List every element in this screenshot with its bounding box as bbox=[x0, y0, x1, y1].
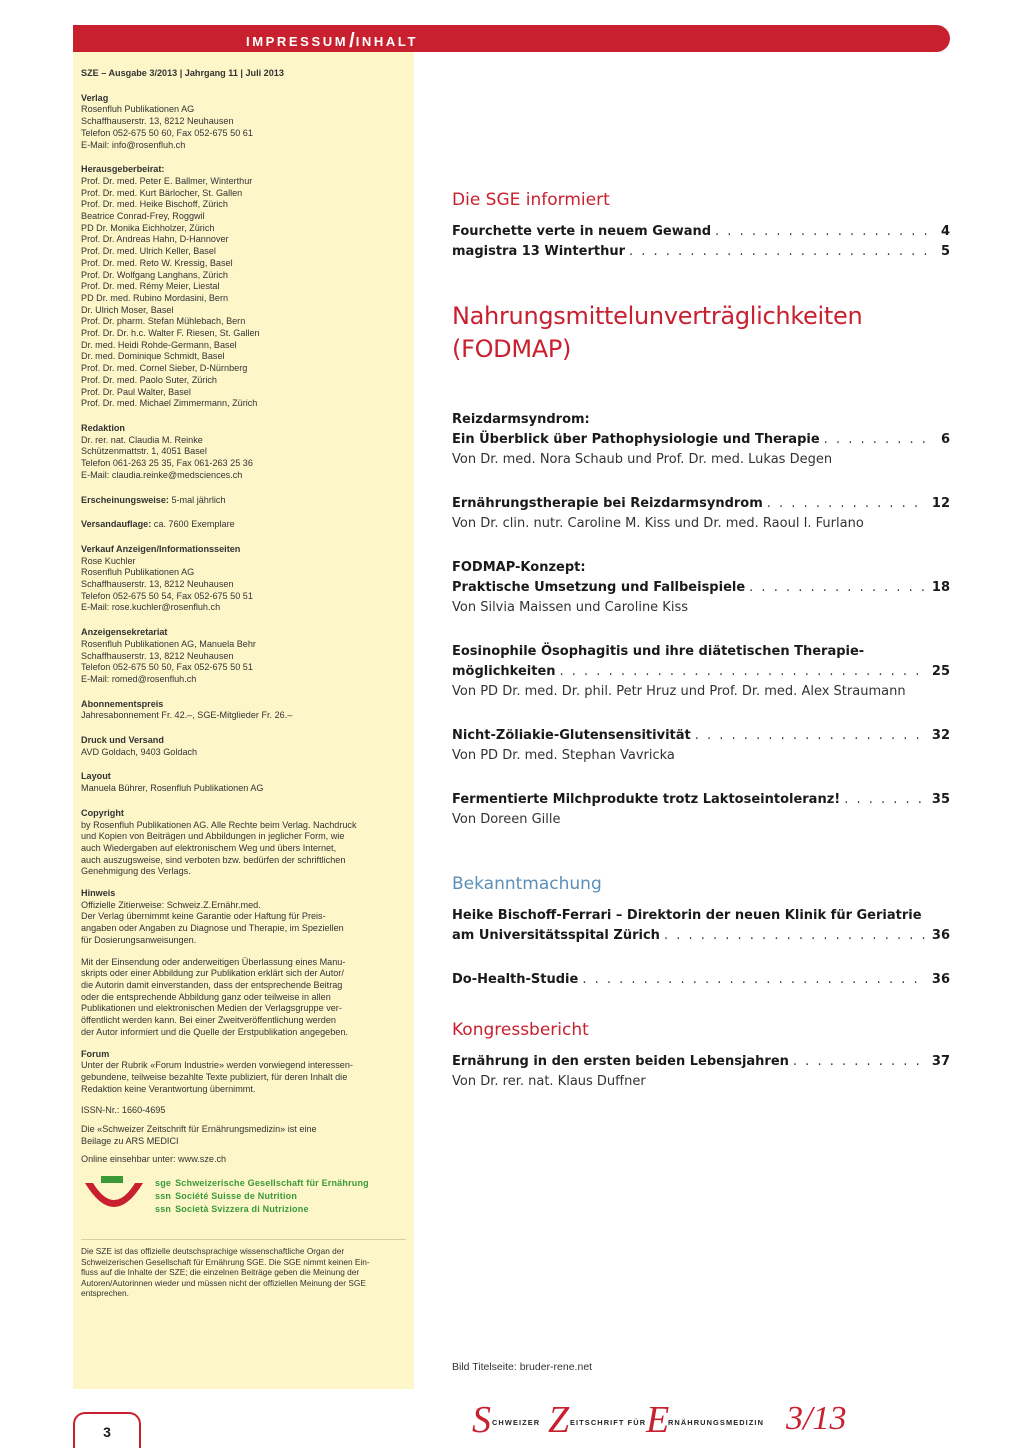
text-line: Beilage zu ARS MEDICI bbox=[81, 1135, 179, 1146]
toc-title: Fermentierte Milchprodukte trotz Laktoseintoleranz! bbox=[452, 792, 841, 807]
mast-letter-s: S bbox=[472, 1399, 491, 1441]
dot-leader bbox=[844, 790, 926, 810]
erscheinung-heading: Erscheinungsweise: bbox=[81, 494, 169, 505]
hinweis-list bbox=[81, 900, 406, 947]
text-line: Prof. Dr. med. Ulrich Keller, Basel bbox=[81, 246, 216, 257]
toc-pretitle: Eosinophile Ösophagitis und ihre diätetischen Therapie- bbox=[452, 644, 865, 659]
forum-list bbox=[81, 1060, 406, 1095]
table-of-contents bbox=[452, 190, 950, 1092]
text-line: Rosenfluh Publikationen AG bbox=[81, 567, 195, 578]
druck-block bbox=[81, 735, 406, 758]
toc-pretitle: Reizdarmsyndrom: bbox=[452, 412, 590, 427]
logo-abbr: ssn bbox=[155, 1191, 172, 1202]
toc-entry[interactable] bbox=[452, 494, 950, 534]
toc-author: Von Dr. clin. nutr. Caroline M. Kiss und Dr. med. Raoul I. Furlano bbox=[452, 516, 864, 531]
erscheinung-block bbox=[81, 495, 406, 507]
toc-title: magistra 13 Winterthur bbox=[452, 244, 625, 259]
erscheinung-value: 5-mal jährlich bbox=[168, 494, 226, 505]
toc-title: am Universitätsspital Zürich bbox=[452, 928, 660, 943]
verlag-line: Schaffhauserstr. 13, 8212 Neuhausen bbox=[81, 116, 234, 127]
impressum-panel bbox=[73, 52, 414, 1389]
text-line: Die SZE ist das offizielle deutschsprachige wissenschaftliche Organ der bbox=[81, 1246, 345, 1257]
redaktion-heading: Redaktion bbox=[81, 422, 125, 433]
header-right: INHALT bbox=[355, 34, 418, 49]
focus-heading-line1: Nahrungsmittelunverträglichkeiten bbox=[452, 302, 863, 330]
anzeigen-block bbox=[81, 627, 406, 686]
verkauf-list bbox=[81, 556, 406, 615]
versand-heading: Versandauflage: bbox=[81, 519, 152, 530]
copyright-block bbox=[81, 808, 406, 878]
text-line: Beatrice Conrad-Frey, Roggwil bbox=[81, 211, 205, 222]
text-line: der Autor informiert und die Quelle der Erstpublikation angegeben. bbox=[81, 1026, 348, 1037]
beirat-list bbox=[81, 176, 406, 410]
mast-word-1: CHWEIZER bbox=[492, 1418, 541, 1427]
toc-pretitle: FODMAP-Konzept: bbox=[452, 560, 586, 575]
einsendung-list bbox=[81, 957, 406, 1039]
toc-page: 12 bbox=[931, 496, 950, 511]
toc-page: 25 bbox=[931, 664, 950, 679]
focus-heading-line2: (FODMAP) bbox=[452, 335, 572, 363]
focus-heading bbox=[452, 300, 950, 366]
dot-leader bbox=[582, 970, 926, 990]
text-line: Dr. Ulrich Moser, Basel bbox=[81, 304, 174, 315]
beirat-block bbox=[81, 164, 406, 410]
toc-title: möglichkeiten bbox=[452, 664, 556, 679]
logo-line bbox=[155, 1190, 369, 1203]
text-line: fluss auf die Inhalte der SZE; die einzelnen Beiträge geben die Meinung der bbox=[81, 1267, 360, 1278]
text-line: E-Mail: rose.kuchler@rosenfluh.ch bbox=[81, 602, 221, 613]
verlag-block bbox=[81, 93, 406, 152]
text-line: Jahresabonnement Fr. 42.–, SGE-Mitglieder Fr. 26.– bbox=[81, 710, 293, 721]
text-line: Telefon 061-263 25 35, Fax 061-263 25 36 bbox=[81, 458, 253, 469]
text-line: Rosenfluh Publikationen AG, Manuela Behr bbox=[81, 638, 256, 649]
text-line: Schaffhauserstr. 13, 8212 Neuhausen bbox=[81, 650, 234, 661]
verlag-line: E-Mail: info@rosenfluh.ch bbox=[81, 139, 186, 150]
text-line: by Rosenfluh Publikationen AG. Alle Rechte beim Verlag. Nachdruck bbox=[81, 819, 357, 830]
druck-heading: Druck und Versand bbox=[81, 735, 164, 746]
dot-leader bbox=[824, 430, 935, 450]
toc-pretitle: Heike Bischoff-Ferrari – Direktorin der neuen Klinik für Geriatrie bbox=[452, 908, 922, 923]
dot-leader bbox=[560, 662, 926, 682]
toc-page: 18 bbox=[931, 580, 950, 595]
dot-leader bbox=[664, 926, 926, 946]
section-heading-sge: Die SGE informiert bbox=[452, 190, 610, 210]
toc-entry[interactable] bbox=[452, 726, 950, 766]
text-line: auch auszugsweise, sind verboten bzw. bedürfen der schriftlichen bbox=[81, 854, 346, 865]
mast-word-3: RNÄHRUNGSMEDIZIN bbox=[668, 1418, 765, 1427]
mast-issue: 3/13 bbox=[786, 1400, 847, 1437]
toc-page: 32 bbox=[931, 728, 950, 743]
text-line: Mit der Einsendung oder anderweitigen Überlassung eines Manu- bbox=[81, 956, 346, 967]
sge-logo bbox=[81, 1173, 406, 1229]
logo-line bbox=[155, 1177, 369, 1190]
text-line: Manuela Bührer, Rosenfluh Publikationen AG bbox=[81, 783, 264, 794]
toc-title: Praktische Umsetzung und Fallbeispiele bbox=[452, 580, 746, 595]
verlag-line: Rosenfluh Publikationen AG bbox=[81, 104, 195, 115]
mast-letter-e: E bbox=[646, 1399, 670, 1441]
text-line: Prof. Dr. Paul Walter, Basel bbox=[81, 386, 191, 397]
redaktion-block bbox=[81, 423, 406, 482]
header-bar bbox=[73, 25, 950, 52]
text-line: angaben oder Angaben zu Diagnose und Therapie, im Speziellen bbox=[81, 923, 344, 934]
redaktion-list bbox=[81, 435, 406, 482]
druck-list bbox=[81, 747, 406, 759]
text-line: Schweizerischen Gesellschaft für Ernährung SGE. Die SGE nimmt keinen Ein- bbox=[81, 1256, 370, 1267]
dot-leader bbox=[767, 494, 926, 514]
text-line: die Autorin damit einverstanden, dass der entsprechende Beitrag bbox=[81, 980, 343, 990]
text-line: Rose Kuchler bbox=[81, 555, 136, 566]
layout-block bbox=[81, 771, 406, 794]
logo-abbr: sge bbox=[155, 1178, 172, 1189]
verkauf-heading: Verkauf Anzeigen/Informationsseiten bbox=[81, 543, 241, 554]
text-line: Genehmigung des Verlags. bbox=[81, 866, 191, 877]
text-line: Redaktion keine Verantwortung übernimmt. bbox=[81, 1083, 256, 1094]
toc-page: 6 bbox=[940, 432, 950, 447]
verkauf-block bbox=[81, 544, 406, 614]
text-line: E-Mail: romed@rosenfluh.ch bbox=[81, 673, 197, 684]
toc-entry[interactable] bbox=[452, 222, 950, 242]
text-line: Telefon 052-675 50 54, Fax 052-675 50 51 bbox=[81, 590, 253, 601]
logo-line bbox=[155, 1203, 369, 1216]
text-line: Dr. med. Dominique Schmidt, Basel bbox=[81, 351, 225, 362]
header-left: IMPRESSUM bbox=[246, 34, 349, 49]
dot-leader bbox=[629, 242, 935, 262]
copyright-list bbox=[81, 820, 406, 879]
text-line: Die «Schweizer Zeitschrift für Ernährungsmedizin» ist eine bbox=[81, 1124, 317, 1135]
toc-title: Nicht-Zöliakie-Glutensensitivität bbox=[452, 728, 691, 743]
anzeigen-list bbox=[81, 639, 406, 686]
text-line: Prof. Dr. Wolfgang Langhans, Zürich bbox=[81, 269, 228, 280]
copyright-heading: Copyright bbox=[81, 807, 124, 818]
dot-leader bbox=[793, 1052, 926, 1072]
text-line: Offizielle Zitierweise: Schweiz.Z.Ernähr.med. bbox=[81, 899, 261, 910]
text-line: Publikationen und elektronischen Medien der Verlagsgruppe ver- bbox=[81, 1003, 342, 1014]
text-line: gebundene, teilweise bezahlte Texte publiziert, für deren Inhalt die bbox=[81, 1071, 348, 1082]
text-line: PD Dr. med. Rubino Mordasini, Bern bbox=[81, 292, 229, 303]
text-line: Dr. rer. nat. Claudia M. Reinke bbox=[81, 434, 203, 445]
toc-title: Fourchette verte in neuem Gewand bbox=[452, 224, 712, 239]
toc-author: Von Doreen Gille bbox=[452, 812, 561, 827]
text-line: Prof. Dr. pharm. Stefan Mühlebach, Bern bbox=[81, 316, 246, 327]
toc-entry[interactable] bbox=[452, 790, 950, 830]
text-line: Prof. Dr. med. Cornel Sieber, D-Nürnberg bbox=[81, 363, 248, 374]
toc-author: Von Silvia Maissen und Caroline Kiss bbox=[452, 600, 688, 615]
toc-title: Do-Health-Studie bbox=[452, 972, 579, 987]
text-line: Prof. Dr. med. Kurt Bärlocher, St. Gallen bbox=[81, 187, 243, 198]
dot-leader bbox=[695, 726, 926, 746]
section-heading-kongressbericht: Kongressbericht bbox=[452, 1020, 589, 1040]
toc-page: 5 bbox=[940, 244, 950, 259]
text-line: Prof. Dr. med. Michael Zimmermann, Zürich bbox=[81, 398, 258, 409]
abo-list bbox=[81, 710, 406, 722]
toc-author: Von Dr. rer. nat. Klaus Duffner bbox=[452, 1074, 646, 1089]
toc-entry[interactable] bbox=[452, 242, 950, 262]
sge-disclaimer bbox=[81, 1239, 406, 1299]
text-line: Prof. Dr. med. Rémy Meier, Liestal bbox=[81, 281, 220, 292]
verlag-heading: Verlag bbox=[81, 92, 109, 103]
beirat-heading: Herausgeberbeirat: bbox=[81, 164, 165, 175]
abo-block bbox=[81, 699, 406, 722]
text-line: AVD Goldach, 9403 Goldach bbox=[81, 746, 198, 757]
text-line: Dr. med. Heidi Rohde-Germann, Basel bbox=[81, 339, 237, 350]
mast-word-2: EITSCHRIFT FÜR bbox=[570, 1418, 647, 1427]
section-heading-bekanntmachung: Bekanntmachung bbox=[452, 874, 602, 894]
toc-entry[interactable] bbox=[452, 558, 950, 618]
logo-text-line: Schweizerische Gesellschaft für Ernährung bbox=[175, 1178, 369, 1189]
text-line: auch Wiedergaben auf elektronischem Weg und übers Internet, bbox=[81, 842, 337, 853]
text-line: E-Mail: claudia.reinke@medsciences.ch bbox=[81, 469, 243, 480]
text-line: für Dosierungsanweisungen. bbox=[81, 934, 197, 945]
text-line: Prof. Dr. Dr. h.c. Walter F. Riesen, St. Gallen bbox=[81, 328, 260, 339]
logo-text-line: Società Svizzera di Nutrizione bbox=[175, 1204, 309, 1215]
text-line: Schaffhauserstr. 13, 8212 Neuhausen bbox=[81, 579, 234, 590]
verlag-line: Telefon 052-675 50 60, Fax 052-675 50 61 bbox=[81, 127, 253, 138]
hinweis-block bbox=[81, 888, 406, 947]
text-line: Prof. Dr. med. Heike Bischoff, Zürich bbox=[81, 199, 228, 210]
cover-image-credit: Bild Titelseite: bruder-rene.net bbox=[452, 1361, 593, 1373]
text-line: Telefon 052-675 50 50, Fax 052-675 50 51 bbox=[81, 662, 253, 673]
versand-block bbox=[81, 519, 406, 531]
text-line: Der Verlag übernimmt keine Garantie oder Haftung für Preis- bbox=[81, 911, 326, 922]
beilage-block bbox=[81, 1124, 406, 1147]
online-line: Online einsehbar unter: www.sze.ch bbox=[81, 1154, 227, 1165]
toc-title: Ernährungstherapie bei Reizdarmsyndrom bbox=[452, 496, 763, 511]
toc-author: Von Dr. med. Nora Schaub und Prof. Dr. med. Lukas Degen bbox=[452, 452, 833, 467]
toc-entry[interactable] bbox=[452, 970, 950, 990]
logo-text bbox=[155, 1177, 369, 1216]
toc-entry[interactable] bbox=[452, 642, 950, 702]
layout-heading: Layout bbox=[81, 771, 111, 782]
text-line: entsprechen. bbox=[81, 1288, 129, 1299]
dot-leader bbox=[749, 578, 926, 598]
layout-list bbox=[81, 783, 406, 795]
text-line: Prof. Dr. med. Reto W. Kressig, Basel bbox=[81, 257, 233, 268]
text-line: Prof. Dr. med. Paolo Suter, Zürich bbox=[81, 374, 217, 385]
mast-letter-z: Z bbox=[548, 1399, 570, 1441]
dot-leader bbox=[715, 222, 935, 242]
header-title bbox=[246, 25, 418, 52]
sge-logo-icon bbox=[81, 1173, 147, 1223]
forum-heading: Forum bbox=[81, 1048, 110, 1059]
toc-page: 4 bbox=[940, 224, 950, 239]
issn-line: ISSN-Nr.: 1660-4695 bbox=[81, 1105, 166, 1116]
abo-heading: Abonnementspreis bbox=[81, 698, 164, 709]
logo-text-line: Société Suisse de Nutrition bbox=[175, 1191, 298, 1202]
text-line: Prof. Dr. Andreas Hahn, D-Hannover bbox=[81, 234, 229, 245]
toc-title: Ernährung in den ersten beiden Lebensjahren bbox=[452, 1054, 789, 1069]
text-line: oder die entsprechende Abbildung ganz oder teilweise in allen bbox=[81, 991, 331, 1002]
forum-block bbox=[81, 1049, 406, 1096]
text-line: Autoren/Autorinnen wieder und müssen nicht der offiziellen Meinung der SGE bbox=[81, 1277, 366, 1288]
text-line: Unter der Rubrik «Forum Industrie» werden vorwiegend interessen- bbox=[81, 1060, 353, 1071]
journal-masthead bbox=[472, 1398, 950, 1442]
anzeigen-heading: Anzeigensekretariat bbox=[81, 627, 168, 638]
toc-page: 37 bbox=[931, 1054, 950, 1069]
versand-value: ca. 7600 Exemplare bbox=[151, 519, 235, 530]
hinweis-heading: Hinweis bbox=[81, 888, 116, 899]
toc-page: 35 bbox=[931, 792, 950, 807]
einsendung-block bbox=[81, 957, 406, 1039]
issue-line: SZE – Ausgabe 3/2013 | Jahrgang 11 | Juli 2013 bbox=[81, 68, 284, 78]
toc-entry[interactable] bbox=[452, 906, 950, 946]
toc-page: 36 bbox=[931, 972, 950, 987]
text-line: PD Dr. Monika Eichholzer, Zürich bbox=[81, 222, 215, 233]
logo-abbr: ssn bbox=[155, 1204, 172, 1215]
page-number: 3 bbox=[73, 1412, 141, 1448]
toc-author: Von PD Dr. med. Dr. phil. Petr Hruz und Prof. Dr. med. Alex Straumann bbox=[452, 684, 906, 699]
text-line: und Kopien von Beiträgen und Abbildungen in jeglicher Form, wie bbox=[81, 831, 345, 842]
toc-title: Ein Überblick über Pathophysiologie und Therapie bbox=[452, 432, 820, 447]
text-line: Schützenmattstr. 1, 4051 Basel bbox=[81, 446, 207, 457]
toc-entry[interactable] bbox=[452, 1052, 950, 1092]
text-line: skripts oder einer Abbildung zur Publikation erklärt sich der Autor/ bbox=[81, 968, 344, 979]
toc-entry[interactable] bbox=[452, 410, 950, 470]
toc-author: Von PD Dr. med. Stephan Vavricka bbox=[452, 748, 675, 763]
text-line: öffentlicht werden kann. Bei einer Zweitveröffentlichung werden bbox=[81, 1015, 336, 1026]
toc-page: 36 bbox=[931, 928, 950, 943]
text-line: Prof. Dr. med. Peter E. Ballmer, Winterthur bbox=[81, 175, 253, 186]
header-slash: / bbox=[349, 30, 355, 52]
